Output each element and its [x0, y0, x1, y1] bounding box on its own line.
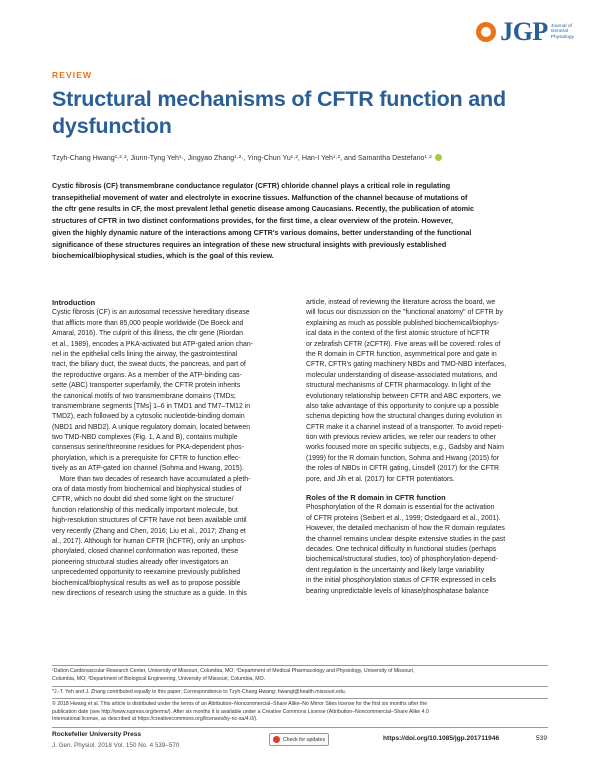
publisher-name: Rockefeller University Press	[52, 731, 142, 738]
doi-link[interactable]: https://doi.org/10.1085/jgp.201711946	[383, 735, 500, 742]
section-label: REVIEW	[52, 70, 93, 80]
body-right-column	[306, 298, 544, 597]
footnote-divider	[52, 665, 548, 666]
section-heading-introduction: Introduction	[52, 298, 96, 307]
paragraph: article, instead of reviewing the literature across the board, we will focus our discussion on the "functional anatomy" of CFTR by explaining as much as possible published biochemical/biophys- ical data in the context of the first atomic structure of hCFTR or zebrafish CFTR (zCFTR). Five areas will be covered: roles of the R domain in CFTR function, asymmetrical pore and gate in CFTR, CFTR's gating machinery NBDs and TMD-NBD interfaces, molecular understanding of disease-associated mutations, and structural mechanisms of CFTR pharmacology. In light of the evolutionary relationship between CFTR and ABC exporters, we also take advantage of this opportunity to conjure up a possible schema depicting how the structural changes during evolution in CFTR make it a channel instead of a transporter. To avoid repeti- tion with previous review articles, we refer our readers to other works focused more on specific subjects, e.g., Gadsby and Nairn (1999) for the R domain function, Sohma and Hwang (2015) for the roles of NBDs in CFTR gating, Linsdell (2017) for the CFTR pore, and Jih et al. (2017) for CFTR potentiators.	[306, 299, 507, 483]
section-heading-r-domain: Roles of the R domain in CFTR function	[306, 493, 446, 503]
journal-logo	[476, 19, 574, 45]
paragraph: Cystic fibrosis (CF) is an autosomal recessive hereditary disease that afflicts more than 85,000 people worldwide (De Boeck and Amaral, 2016). The culprit of this illness, the cftr gene (Riordan et al., 1989), encodes a PKA-activated but ATP-gated anion chan- nel in the epithelial cells lining the airway, the gastrointestinal tract, the biliary duct, the sweat ducts, the pancreas, and part of the reproductive organs. As a member of the ATP-binding cas- sette (ABC) transporter superfamily, the CFTR protein inherits the canonical motifs of two transmembrane domains (TMDs; transmembrane segments [TMs] 1–6 in TMD1 and TM7–TM12 in TMD2), each followed by a cytosolic nucleotide-binding domain (NBD1 and NBD2). A unique regulatory domain, located between two TMD-NBD complexes (Fig. 1, A and B), contains multiple consensus serine/threonine residues for PKA-dependent phos- phorylation, which is a prerequisite for CFTR to function effec- tively as an ATP-gated ion channel (Sohma and Hwang, 2015).	[52, 309, 253, 473]
logo-subtitle: Journal of General Physiology	[550, 23, 574, 40]
paragraph: Phosphorylation of the R domain is essential for the activation of CFTR proteins (Seibert et al., 1999; Ostedgaard et al., 2001). However, the detailed mechanism of how the R domain regulates the channel remains unclear despite extensive studies in the past decades. One technical difficulty in functional studies (perhaps biochemical/structural studies, too) of phosphorylation-depend- dent regulation is the uncertainty and likely large variability in the initial phosphorylation status of CFTR expressed in cells bearing unpredictable levels of kinase/phosphatase balance	[306, 504, 506, 595]
orcid-icon[interactable]	[435, 154, 442, 161]
footer-divider	[52, 727, 548, 728]
footnote-divider	[52, 698, 548, 699]
citation: J. Gen. Physiol. 2018 Vol. 150 No. 4 539–570	[52, 742, 180, 749]
footnote-divider	[52, 686, 548, 687]
logo-circle-icon	[476, 22, 496, 42]
author-list	[52, 153, 552, 163]
check-for-updates-button[interactable]: Check for updates	[269, 733, 329, 746]
correspondence-footnote: *J.-T. Yeh and J. Zhang contributed equally to this paper; Correspondence to Tzyh-Chang Hwang: hwangt@health.missouri.edu.	[52, 689, 347, 695]
authors-text: Tzyh-Chang Hwang¹·²·³, Jiunn-Tyng Yeh¹·, Jingyao Zhang¹·²·, Ying-Chun Yu¹·², Han-I Yeh¹·², and Samantha Destefano¹·²	[52, 154, 432, 162]
abstract: Cystic fibrosis (CF) transmembrane conductance regulator (CFTR) chloride channel plays a critical role in regulating transepithelial movement of water and electrolyte in exocrine tissues. Malfunction of the channel because of mutations of the cftr gene results in CF, the most prevalent lethal genetic disease among Caucasians. Recently, the publication of atomic structures of CFTR in two distinct conformations provides, for the first time, a clear overview of the protein. However, given the highly dynamic nature of the interactions among CFTR's various domains, better understanding of the functional significance of these structures requires an integration of these new structural insights with previously established biochemical/biophysical studies, which is the goal of this review.	[52, 181, 475, 261]
affiliations-footnote: ¹Dalton Cardiovascular Research Center, University of Missouri, Columbia, MO; ²Department of Medical Pharmacology and Physiology, University of Missouri, Columbia, MO; ³Department of Biological Engineering, University of Missouri, Columbia, MO.	[52, 668, 415, 682]
article-title: Structural mechanisms of CFTR function and dysfunction	[52, 87, 506, 138]
license-footnote: © 2018 Hwang et al. This article is distributed under the terms of an Attribution–Noncommercial–Share Alike–No Mirror Sites license for the first six months after the publication date (see http://www.rupress.org/terms/). After six months it is available under a Creative Commons License (Attribution–Noncommercial–Share Alike 4.0 International license, as described at https://creativecommons.org/licenses/by-nc-sa/4.0/).	[52, 701, 429, 722]
page-number: 539	[536, 735, 548, 742]
logo-text: JGP	[500, 17, 548, 46]
check-updates-icon	[273, 736, 280, 743]
body-left-column	[52, 298, 290, 599]
paragraph: More than two decades of research have accumulated a pleth- ora of data mostly from biochemical and biophysical studies of CFTR, which no doubt did shed some light on the structure/ function relationship of this medically important molecule, but high-resolution structures of CFTR have not been available until very recently (Zhang and Chen, 2016; Liu et al., 2017; Zhang et al., 2017). Although for human CFTR (hCFTR), only an unphos- phorylated, closed channel conformation was reported, these pioneering structural studies already offer investigators an unprecedented opportunity to reexamine previously published biochemical/biophysical results as well as to propose possible new directions of research using the structure as a guide. In this	[52, 475, 251, 597]
